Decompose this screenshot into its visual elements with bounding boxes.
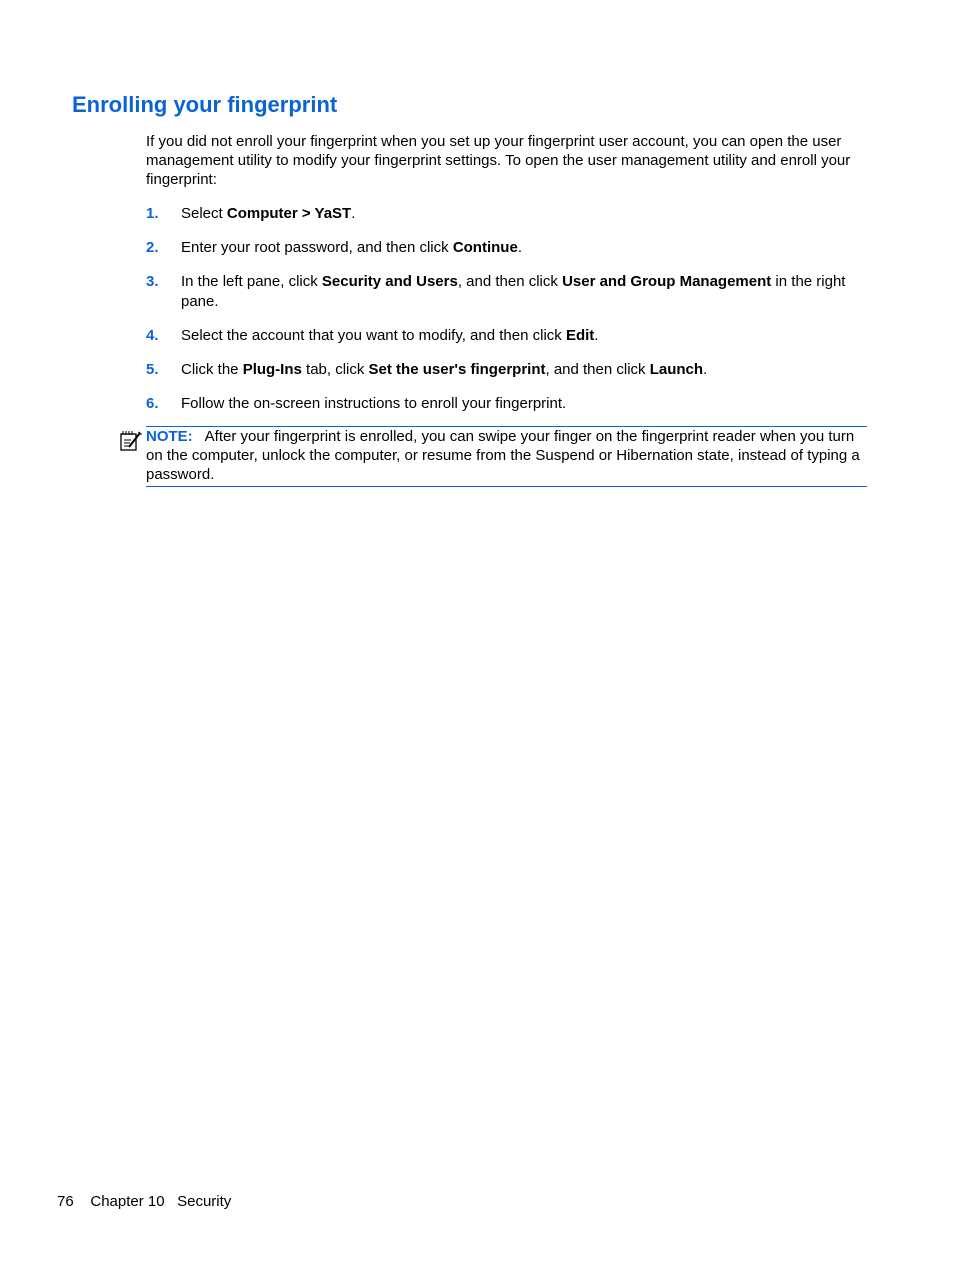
step-number: 6. (146, 394, 159, 412)
note-pencil-icon (119, 430, 143, 452)
step-text: In the left pane, click Security and Users, and then click User and Group Management in the right pane. (181, 273, 846, 310)
step-number: 2. (146, 239, 159, 256)
step-text: Select Computer > YaST. (181, 205, 356, 222)
footer-chapter: Chapter 10 (90, 1193, 165, 1210)
step-item (146, 360, 871, 380)
page-footer (57, 1192, 231, 1211)
step-item (146, 272, 871, 311)
step-text: Select the account that you want to modify, and then click Edit. (181, 326, 599, 344)
step-text: Click the Plug-Ins tab, click Set the user's fingerprint, and then click Launch. (181, 360, 708, 378)
step-item (146, 238, 871, 258)
note-box (146, 426, 867, 487)
section-title: Enrolling your fingerprint (72, 92, 338, 117)
note-label: NOTE: (146, 428, 193, 445)
step-number: 1. (146, 205, 159, 222)
step-number: 5. (146, 360, 159, 378)
footer-chapter-title: Security (177, 1193, 232, 1210)
step-item (146, 326, 871, 346)
step-text: Follow the on-screen instructions to enroll your fingerprint. (181, 394, 567, 412)
note-text: After your fingerprint is enrolled, you can swipe your finger on the fingerprint reader when you turn on the computer, unlock the computer, or resume from the Suspend or Hibernation state, instead of typing a password. (146, 428, 860, 483)
intro-paragraph: If you did not enroll your fingerprint when you set up your fingerprint user account, you can open the user management utility to modify your fingerprint settings. To open the user management utility and enroll your fingerprint: (146, 133, 851, 188)
step-text: Enter your root password, and then click Continue. (181, 239, 522, 256)
step-number: 3. (146, 273, 159, 290)
page-number: 76 (57, 1193, 74, 1210)
step-item (146, 204, 871, 224)
steps-list (146, 204, 871, 428)
step-number: 4. (146, 326, 159, 344)
step-item (146, 394, 871, 414)
